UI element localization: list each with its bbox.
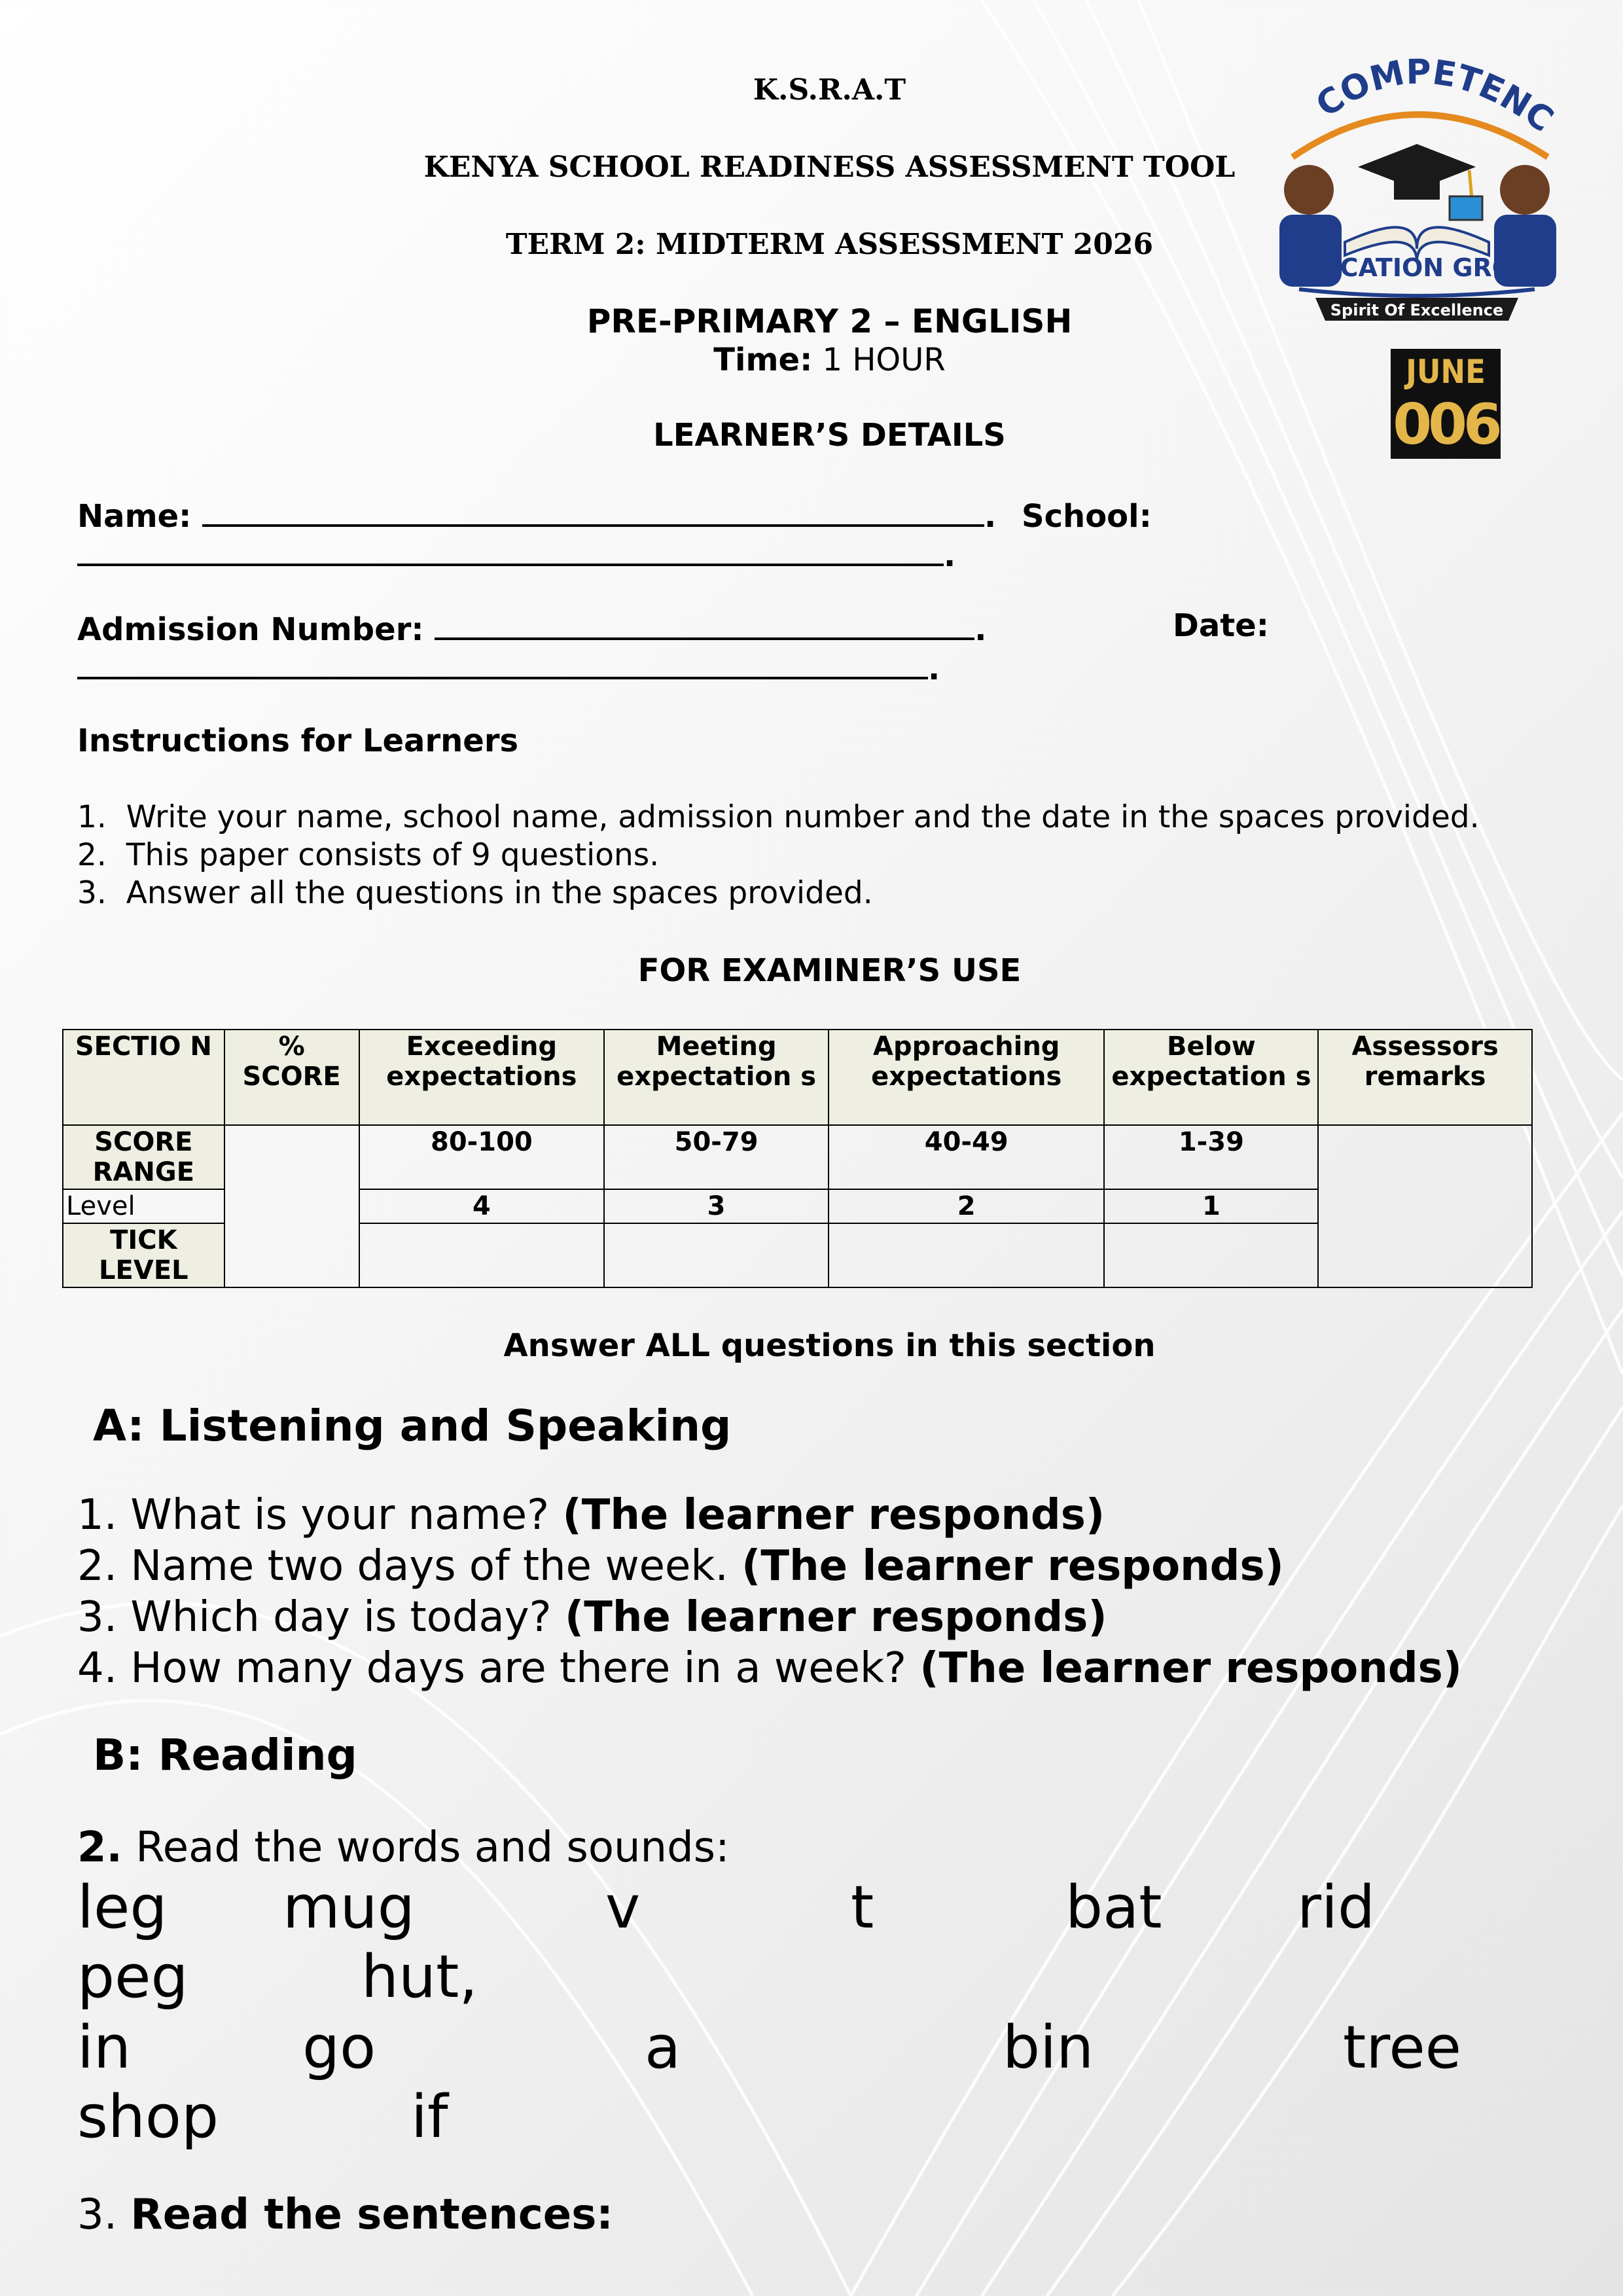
question-item: 3. Which day is today? (The learner responds) <box>77 1593 1107 1641</box>
word: mug <box>283 1873 415 1942</box>
score-range-label: SCORE RANGE <box>63 1125 224 1189</box>
range-cell: 1-39 <box>1104 1125 1318 1189</box>
instruction-item: 1. Write your name, school name, admission number and the date in the spaces provided. <box>77 799 1480 835</box>
date-label: Date: <box>1173 607 1269 644</box>
word: go <box>302 2013 376 2082</box>
time-value: 1 HOUR <box>822 342 946 378</box>
instruction-item: 2. This paper consists of 9 questions. <box>77 837 660 873</box>
question-item: 2. Name two days of the week. (The learner responds) <box>77 1542 1284 1590</box>
word: bin <box>1003 2013 1094 2082</box>
word: shop <box>77 2083 219 2151</box>
name-row: Name: . School: <box>77 494 1152 535</box>
level-cell: 2 <box>829 1189 1105 1223</box>
word: t <box>851 1873 874 1942</box>
header-meeting: Meeting expectation s <box>604 1030 829 1125</box>
level-cell: 1 <box>1104 1189 1318 1223</box>
examiner-heading: FOR EXAMINER’S USE <box>637 952 1022 989</box>
header-approaching: Approaching expectations <box>829 1030 1105 1125</box>
learner-details-heading: LEARNER’S DETAILS <box>653 417 1006 454</box>
question-2: 2. Read the words and sounds: <box>77 1823 730 1872</box>
word: leg <box>77 1873 168 1942</box>
word: peg <box>77 1943 188 2011</box>
word: if <box>411 2083 448 2151</box>
range-cell: 80-100 <box>359 1125 605 1189</box>
subject-title: PRE-PRIMARY 2 – ENGLISH <box>586 302 1073 340</box>
header-exceeding: Exceeding expectations <box>359 1030 605 1125</box>
school-row: . <box>77 533 955 574</box>
word: tree <box>1343 2013 1462 2082</box>
word: bat <box>1065 1873 1162 1942</box>
term-title: TERM 2: MIDTERM ASSESSMENT 2026 <box>505 228 1154 261</box>
section-b-title: B: Reading <box>93 1730 357 1780</box>
question-item: 1. What is your name? (The learner responds) <box>77 1491 1105 1539</box>
instruction-item: 3. Answer all the questions in the spaces provided. <box>77 875 873 911</box>
assessment-title: KENYA SCHOOL READINESS ASSESSMENT TOOL <box>423 151 1236 184</box>
level-cell: 4 <box>359 1189 605 1223</box>
instructions-heading: Instructions for Learners <box>77 723 519 759</box>
level-cell: 3 <box>604 1189 829 1223</box>
tick-level-label: TICK LEVEL <box>63 1223 224 1287</box>
range-cell: 50-79 <box>604 1125 829 1189</box>
range-cell: 40-49 <box>829 1125 1105 1189</box>
badge-month: JUNE <box>1406 353 1486 391</box>
school-label: School: <box>1022 498 1152 535</box>
section-intro: Answer ALL questions in this section <box>503 1327 1156 1364</box>
word: in <box>77 2013 132 2082</box>
logo-arc-text: COMPETENC <box>1309 52 1561 140</box>
section-a-title: A: Listening and Speaking <box>93 1401 732 1451</box>
word: a <box>645 2013 681 2082</box>
admission-label: Admission Number: <box>77 611 424 648</box>
header-section: SECTIO N <box>63 1030 224 1125</box>
header-score: % SCORE <box>224 1030 359 1125</box>
level-label: Level <box>63 1189 224 1223</box>
acronym: K.S.R.A.T <box>753 73 906 107</box>
header-remarks: Assessors remarks <box>1318 1030 1532 1125</box>
header-below: Below expectation s <box>1104 1030 1318 1125</box>
logo-group-text: EDUCATION GROUP <box>1282 253 1552 282</box>
badge-number: 006 <box>1393 392 1499 457</box>
question-item: 4. How many days are there in a week? (The learner responds) <box>77 1644 1462 1693</box>
word: rid <box>1297 1873 1376 1942</box>
time-label: Time: <box>713 342 813 378</box>
word: hut, <box>361 1943 478 2011</box>
logo-ribbon-text: Spirit Of Excellence <box>1330 301 1504 319</box>
date-row: . <box>77 647 940 687</box>
question-3: 3. Read the sentences: <box>77 2191 613 2239</box>
name-label: Name: <box>77 498 192 535</box>
admission-row: Admission Number: . <box>77 607 987 648</box>
word: v <box>605 1873 641 1942</box>
